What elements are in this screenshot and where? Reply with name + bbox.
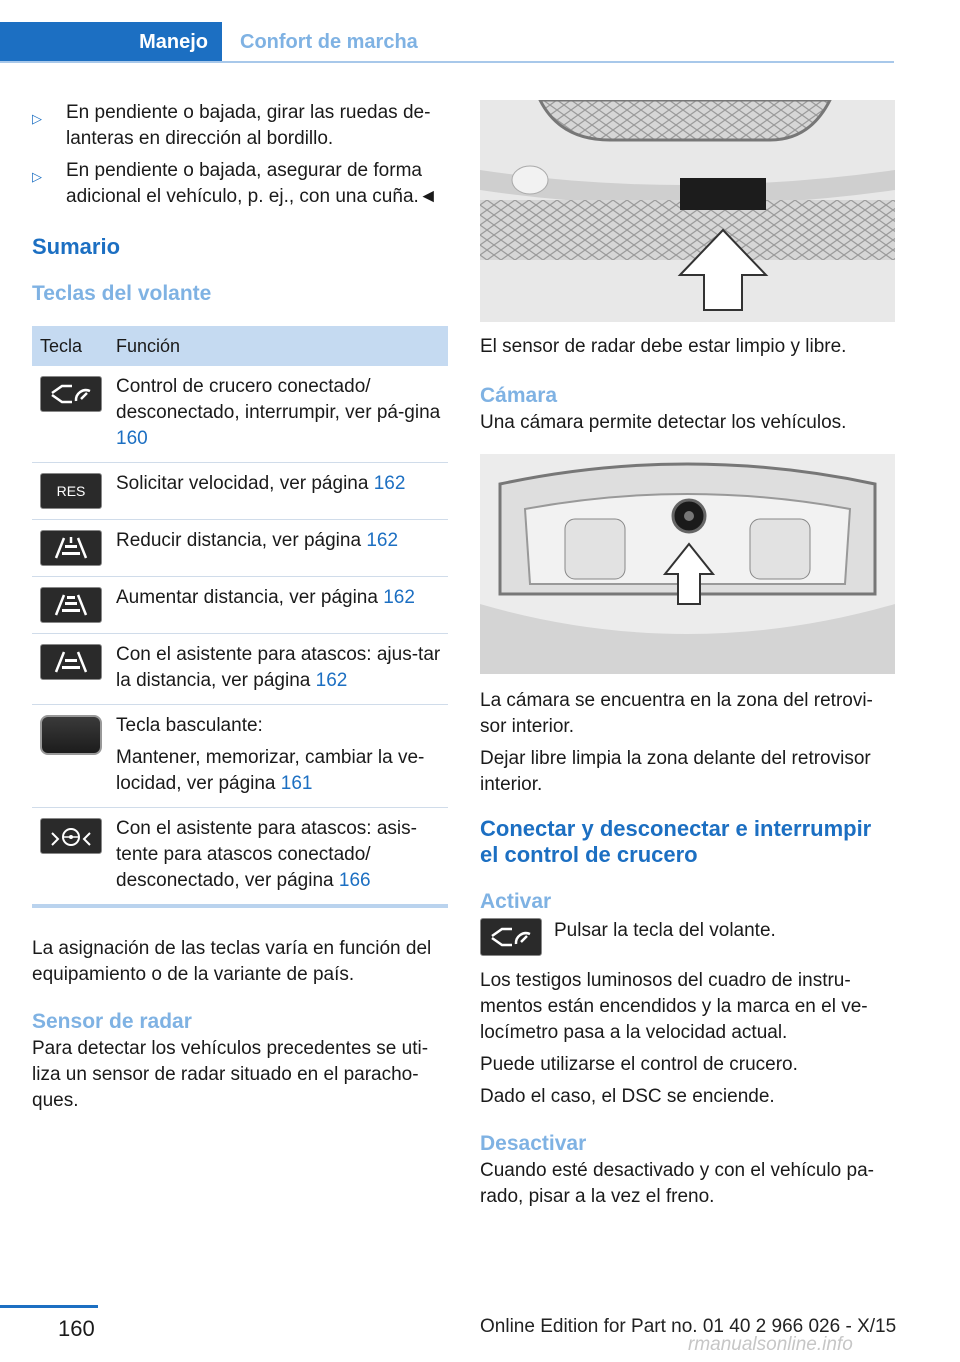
page-number: 160 [58, 1316, 95, 1341]
page-link[interactable]: 166 [338, 870, 371, 891]
column-header-function: Función [116, 335, 181, 356]
distance-increase-icon [40, 587, 102, 623]
heading-sensor-de-radar: Sensor de radar [32, 1010, 192, 1033]
camara-keep-clear: Dejar libre limpia la zona delante del retrovisor interior. [480, 748, 871, 795]
left-column [32, 100, 448, 1120]
tab-manejo[interactable]: Manejo [0, 22, 222, 62]
page-link[interactable]: 162 [383, 587, 415, 608]
steering-keys-table [32, 326, 448, 908]
heading-teclas-del-volante: Teclas del volante [32, 282, 212, 305]
traffic-jam-assistant-icon [40, 818, 102, 854]
camera-image [480, 454, 895, 674]
desactivar-paragraph: Cuando esté desactivado y con el vehículo pa-rado, pisar a la vez el freno. [480, 1160, 874, 1207]
table-row: Control de crucero conectado/ desconectado, interrumpir, ver pá-gina 160 [32, 366, 448, 463]
camara-paragraph: Una cámara permite detectar los vehículos. [480, 412, 847, 433]
heading-activar: Activar [480, 890, 552, 913]
assignment-note: La asignación de las teclas varía en función del equipamiento o de la variante de país. [32, 938, 432, 985]
edition-note: Online Edition for Part no. 01 40 2 966 026 - X/15 [480, 1316, 897, 1337]
list-item: ▷ En pendiente o bajada, asegurar de forma adicional el vehículo, p. ej., con una cuña.◄ [32, 160, 438, 207]
heading-conectar: Conectar y desconectar e interrumpir el control de crucero [480, 816, 872, 867]
table-row: Con el asistente para atascos: asis-tente para atascos conectado/ desconectado, ver página 166 [32, 808, 448, 904]
activar-dsc: Dado el caso, el DSC se enciende. [480, 1086, 775, 1107]
rocker-switch-icon [40, 715, 102, 755]
activar-usable: Puede utilizarse el control de crucero. [480, 1054, 798, 1075]
heading-sumario: Sumario [32, 234, 121, 259]
tab-confort-de-marcha[interactable]: Confort de marcha [240, 30, 418, 53]
page-link[interactable]: 162 [373, 473, 406, 494]
watermark: rmanualsonline.info [688, 1334, 853, 1355]
page-link[interactable]: 162 [366, 530, 399, 551]
activar-lights: Los testigos luminosos del cuadro de instru-mentos están encendidos y la marca en el ve-locímetro pasa a la velocidad actual. [480, 970, 868, 1043]
distance-decrease-icon [40, 530, 102, 566]
distance-traffic-jam-icon [40, 644, 102, 680]
table-row: Aumentar distancia, ver página 162 [32, 577, 448, 634]
page-link[interactable]: 161 [280, 773, 313, 794]
column-header-key: Tecla [40, 335, 83, 356]
table-row: Tecla basculante: Mantener, memorizar, cambiar la ve-locidad, ver página 161 [32, 705, 448, 808]
table-row: RES Solicitar velocidad, ver página 162 [32, 463, 448, 520]
page-link[interactable]: 162 [315, 670, 348, 691]
radar-caption: El sensor de radar debe estar limpio y libre. [480, 336, 847, 357]
table-header [32, 326, 448, 366]
page-link[interactable]: 160 [116, 428, 148, 449]
heading-camara: Cámara [480, 384, 558, 407]
cruise-control-icon [40, 376, 102, 412]
table-row: Con el asistente para atascos: ajus-tar la distancia, ver página 162 [32, 634, 448, 705]
footer-divider [0, 1305, 98, 1308]
activar-paragraph: Pulsar la tecla del volante. [554, 920, 776, 941]
triangle-bullet-icon: ▷ [32, 169, 42, 184]
camara-location: La cámara se encuentra en la zona del retrovi-sor interior. [480, 690, 873, 737]
heading-desactivar: Desactivar [480, 1132, 587, 1155]
header-divider [0, 61, 894, 63]
cruise-control-icon [480, 918, 542, 956]
radar-paragraph: Para detectar los vehículos precedentes se uti-liza un sensor de radar situado en el paracho-ques. [32, 1038, 429, 1111]
res-icon: RES [40, 473, 102, 509]
page-header [0, 0, 960, 64]
triangle-bullet-icon: ▷ [32, 111, 42, 126]
table-row: Reducir distancia, ver página 162 [32, 520, 448, 577]
radar-sensor-image [480, 100, 895, 322]
list-item: ▷ En pendiente o bajada, girar las ruedas de-lanteras en dirección al bordillo. [32, 102, 431, 149]
right-column [480, 100, 895, 1216]
